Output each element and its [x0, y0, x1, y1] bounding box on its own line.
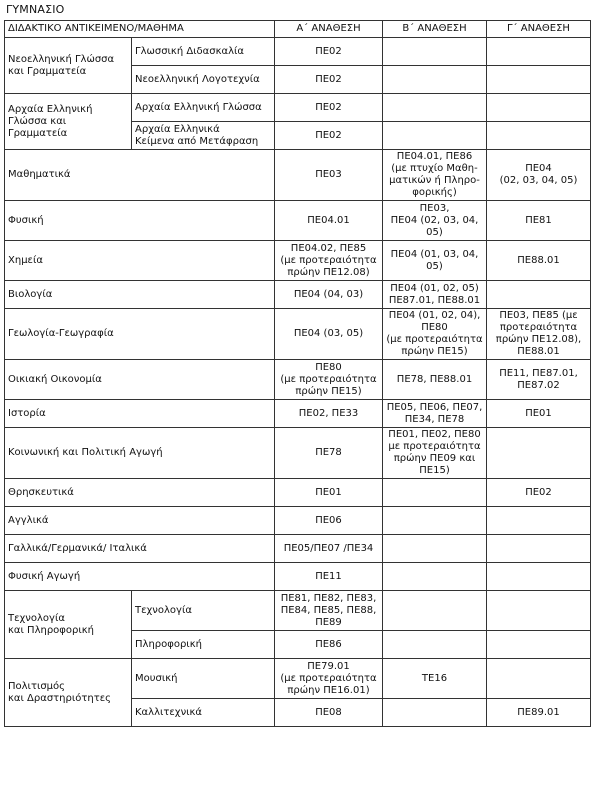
cell-text: Ιστορία: [8, 407, 46, 419]
assignment-c-cell: [487, 150, 591, 201]
subject-group-cell: [5, 94, 132, 150]
cell-text: Αρχαία Ελληνική: [8, 103, 93, 115]
cell-text: με προτεραιότητα: [388, 441, 481, 452]
subject-cell: [5, 309, 275, 360]
table-row: [5, 535, 591, 563]
table-header-row: [5, 21, 591, 38]
header-assignment-a: Α΄ ΑΝΑΘΕΣΗ: [275, 21, 383, 38]
assignment-c-cell: [487, 479, 591, 507]
assignment-b-cell: [383, 699, 487, 727]
assignment-b-cell: [383, 563, 487, 591]
cell-text: ΠΕ02: [315, 73, 342, 85]
assignment-a-cell: [275, 66, 383, 94]
cell-text: 05): [426, 226, 443, 238]
subject-group-cell: [5, 659, 132, 727]
cell-text: ΠΕ11: [315, 570, 342, 582]
cell-text: πρώην ΠΕ09 και: [393, 453, 476, 464]
assignment-b-cell: [383, 360, 487, 400]
assignment-a-cell: [275, 309, 383, 360]
assignment-c-cell: [487, 699, 591, 727]
cell-text: Γλώσσα και Γραμματεία: [8, 115, 68, 139]
cell-text: ΠΕ04.02, ΠΕ85: [290, 242, 367, 254]
cell-text: ΠΕ04 (04, 03): [293, 288, 364, 300]
subject-cell: [5, 360, 275, 400]
assignment-c-cell: [487, 201, 591, 241]
cell-text: ΠΕ87.02: [517, 379, 560, 391]
subject-cell: [5, 563, 275, 591]
subject-cell: [5, 201, 275, 241]
cell-text: Αγγλικά: [8, 514, 49, 526]
subject-group-cell: [5, 38, 132, 94]
assignment-a-cell: [275, 563, 383, 591]
cell-text: ΠΕ02, ΠΕ33: [298, 407, 359, 419]
assignment-c-cell: [487, 241, 591, 281]
cell-text: ΠΕ15): [419, 465, 450, 476]
assignment-b-cell: [383, 94, 487, 122]
assignment-b-cell: [383, 309, 487, 360]
assignment-b-cell: [383, 38, 487, 66]
table-row: [5, 591, 591, 631]
cell-text: ΠΕ81: [525, 214, 552, 226]
cell-text: ΠΕ04.01, ΠΕ86: [396, 151, 473, 162]
cell-text: ΠΕ04.01: [307, 214, 350, 226]
cell-text: ΠΕ78, ΠΕ88.01: [396, 373, 473, 385]
cell-text: Τεχνολογία: [8, 612, 65, 624]
cell-text: Φυσική Αγωγή: [8, 570, 81, 582]
cell-text: Καλλιτεχνικά: [135, 706, 203, 718]
assignment-c-cell: [487, 659, 591, 699]
table-row: [5, 479, 591, 507]
assignment-b-cell: [383, 241, 487, 281]
cell-text: και Γραμματεία: [8, 65, 87, 77]
cell-text: πρώην ΠΕ12.08),: [495, 334, 582, 345]
cell-text: Μουσική: [135, 672, 178, 684]
header-assignment-c: Γ΄ ΑΝΑΘΕΣΗ: [487, 21, 591, 38]
table-row: [5, 400, 591, 428]
assignment-a-cell: [275, 659, 383, 699]
cell-text: πρώην ΠΕ15): [401, 346, 468, 357]
assignment-c-cell: [487, 535, 591, 563]
cell-text: πρώην ΠΕ16.01): [287, 684, 370, 696]
subsubject-cell: [132, 66, 275, 94]
assignment-c-cell: [487, 94, 591, 122]
assignment-a-cell: [275, 507, 383, 535]
cell-text: ΠΕ04 (02, 03, 04,: [390, 214, 479, 226]
assignment-c-cell: [487, 591, 591, 631]
cell-text: Νεοελληνική Λογοτεχνία: [135, 73, 260, 85]
assignment-a-cell: [275, 241, 383, 281]
assignment-b-cell: [383, 659, 487, 699]
assignment-c-cell: [487, 631, 591, 659]
cell-text: Κοινωνική και Πολιτική Αγωγή: [8, 447, 163, 458]
assignment-c-cell: [487, 281, 591, 309]
assignment-b-cell: [383, 428, 487, 479]
table-row: [5, 201, 591, 241]
subject-cell: [5, 241, 275, 281]
subject-cell: [5, 281, 275, 309]
table-row: [5, 150, 591, 201]
table-row: [5, 563, 591, 591]
cell-text: Τεχνολογία: [135, 604, 192, 616]
cell-text: και Δραστηριότητες: [8, 692, 112, 704]
cell-text: και Πληροφορική: [8, 624, 94, 636]
assignment-c-cell: [487, 360, 591, 400]
cell-text: Κείμενα από Μετάφραση: [135, 135, 259, 147]
table-row: [5, 428, 591, 479]
table-row: [5, 360, 591, 400]
assignment-a-cell: [275, 122, 383, 150]
assignment-a-cell: [275, 479, 383, 507]
assignment-a-cell: [275, 428, 383, 479]
cell-text: Μαθηματικά: [8, 169, 71, 180]
assignment-b-cell: [383, 281, 487, 309]
cell-text: Γλωσσική Διδασκαλία: [135, 45, 244, 57]
cell-text: Νεοελληνική Γλώσσα: [8, 53, 115, 65]
assignment-b-cell: [383, 535, 487, 563]
cell-text: ΠΕ03: [315, 169, 342, 180]
subject-group-cell: [5, 591, 132, 659]
assignment-b-cell: [383, 507, 487, 535]
cell-text: Γαλλικά/Γερμανικά/ Ιταλικά: [8, 542, 147, 554]
cell-text: ΠΕ05/ΠΕ07 /ΠΕ34: [283, 542, 374, 554]
assignment-c-cell: [487, 122, 591, 150]
assignment-c-cell: [487, 563, 591, 591]
cell-text: ματικών ή Πληρο-: [389, 175, 480, 186]
cell-text: Οικιακή Οικονομία: [8, 373, 102, 385]
cell-text: ΠΕ04 (01, 02, 05): [390, 282, 479, 294]
assignment-a-cell: [275, 150, 383, 201]
cell-text: ΠΕ80: [421, 322, 448, 333]
assignment-b-cell: [383, 631, 487, 659]
cell-text: (με προτεραιότητα: [280, 373, 377, 385]
cell-text: ΠΕ80: [315, 361, 342, 373]
subject-cell: [5, 428, 275, 479]
cell-text: (με προτεραιότητα: [280, 672, 377, 684]
cell-text: ΠΕ02: [315, 45, 342, 57]
assignment-a-cell: [275, 591, 383, 631]
cell-text: ΠΕ01: [315, 486, 342, 498]
assignment-b-cell: [383, 479, 487, 507]
cell-text: Αρχαία Ελληνική Γλώσσα: [135, 101, 262, 113]
cell-text: Αρχαία Ελληνικά: [135, 123, 220, 135]
assignment-a-cell: [275, 631, 383, 659]
cell-text: ΠΕ34, ΠΕ78: [404, 413, 465, 425]
cell-text: ΠΕ06: [315, 514, 342, 526]
cell-text: Πολιτισμός: [8, 680, 66, 692]
cell-text: ΠΕ08: [315, 706, 342, 718]
table-row: [5, 281, 591, 309]
cell-text: Βιολογία: [8, 288, 53, 300]
cell-text: ΠΕ81, ΠΕ82, ΠΕ83,: [280, 592, 377, 604]
page-title: ΓΥΜΝΑΣΙΟ: [6, 3, 65, 16]
assignment-a-cell: [275, 400, 383, 428]
cell-text: (με προτεραιότητα: [386, 334, 483, 345]
cell-text: ΠΕ89.01: [517, 706, 560, 718]
subject-cell: [5, 400, 275, 428]
cell-text: ΠΕ84, ΠΕ85, ΠΕ88,: [280, 604, 377, 616]
cell-text: ΠΕ02: [315, 129, 342, 141]
cell-text: ΠΕ89: [315, 616, 342, 628]
assignment-b-cell: [383, 150, 487, 201]
subject-cell: [5, 479, 275, 507]
cell-text: Χημεία: [8, 254, 43, 266]
assignment-b-cell: [383, 591, 487, 631]
assignment-c-cell: [487, 38, 591, 66]
cell-text: (02, 03, 04, 05): [499, 175, 578, 186]
cell-text: Πληροφορική: [135, 638, 202, 650]
assignment-a-cell: [275, 699, 383, 727]
cell-text: (με πτυχίο Μαθη-: [391, 163, 478, 174]
assignment-b-cell: [383, 122, 487, 150]
cell-text: ΠΕ05, ΠΕ06, ΠΕ07,: [386, 401, 483, 413]
cell-text: ΠΕ01, ΠΕ02, ΠΕ80: [388, 429, 481, 440]
subject-cell: [5, 507, 275, 535]
assignment-a-cell: [275, 360, 383, 400]
assignment-a-cell: [275, 94, 383, 122]
table-row: [5, 94, 591, 122]
cell-text: ΠΕ02: [525, 486, 552, 498]
cell-text: ΠΕ88.01: [517, 254, 560, 266]
cell-text: ΠΕ03, ΠΕ85 (με: [499, 310, 578, 321]
cell-text: 05): [426, 260, 443, 272]
assignment-table: [4, 20, 591, 727]
cell-text: ΠΕ88.01: [517, 346, 560, 357]
cell-text: Θρησκευτικά: [8, 486, 74, 498]
assignment-c-cell: [487, 309, 591, 360]
table-row: [5, 38, 591, 66]
cell-text: ΤΕ16: [421, 672, 448, 684]
cell-text: ΠΕ03,: [419, 202, 450, 214]
assignment-a-cell: [275, 201, 383, 241]
assignment-b-cell: [383, 66, 487, 94]
subject-cell: [5, 150, 275, 201]
assignment-c-cell: [487, 66, 591, 94]
cell-text: πρώην ΠΕ15): [295, 385, 362, 397]
table-row: [5, 507, 591, 535]
assignment-b-cell: [383, 400, 487, 428]
cell-text: Φυσική: [8, 214, 44, 226]
cell-text: φορικής): [412, 187, 457, 198]
cell-text: ΠΕ79.01: [307, 660, 350, 672]
assignment-c-cell: [487, 507, 591, 535]
cell-text: ΠΕ04 (03, 05): [293, 328, 364, 339]
cell-text: ΠΕ11, ΠΕ87.01,: [499, 367, 578, 379]
subsubject-cell: [132, 122, 275, 150]
cell-text: ΠΕ04 (01, 02, 04),: [388, 310, 481, 321]
header-subject: ΔΙΔΑΚΤΙΚΟ ΑΝΤΙΚΕΙΜΕΝΟ/ΜΑΘΗΜΑ: [5, 21, 275, 38]
assignment-a-cell: [275, 281, 383, 309]
subsubject-cell: [132, 659, 275, 699]
subject-cell: [5, 535, 275, 563]
cell-text: ΠΕ04 (01, 03, 04,: [390, 248, 479, 260]
assignment-a-cell: [275, 535, 383, 563]
cell-text: (με προτεραιότητα: [280, 254, 377, 266]
subsubject-cell: [132, 94, 275, 122]
subsubject-cell: [132, 631, 275, 659]
cell-text: ΠΕ78: [315, 447, 342, 458]
assignment-c-cell: [487, 400, 591, 428]
cell-text: ΠΕ87.01, ΠΕ88.01: [388, 294, 481, 306]
assignment-c-cell: [487, 428, 591, 479]
table-row: [5, 659, 591, 699]
cell-text: Γεωλογία-Γεωγραφία: [8, 328, 114, 339]
subsubject-cell: [132, 699, 275, 727]
cell-text: ΠΕ04: [525, 163, 552, 174]
header-assignment-b: Β΄ ΑΝΑΘΕΣΗ: [383, 21, 487, 38]
cell-text: πρώην ΠΕ12.08): [287, 266, 370, 278]
table-row: [5, 241, 591, 281]
assignment-b-cell: [383, 201, 487, 241]
cell-text: προτεραιότητα: [499, 322, 578, 333]
assignment-a-cell: [275, 38, 383, 66]
cell-text: ΠΕ02: [315, 101, 342, 113]
cell-text: ΠΕ01: [525, 407, 552, 419]
subsubject-cell: [132, 38, 275, 66]
table-row: [5, 309, 591, 360]
subsubject-cell: [132, 591, 275, 631]
cell-text: ΠΕ86: [315, 638, 342, 650]
